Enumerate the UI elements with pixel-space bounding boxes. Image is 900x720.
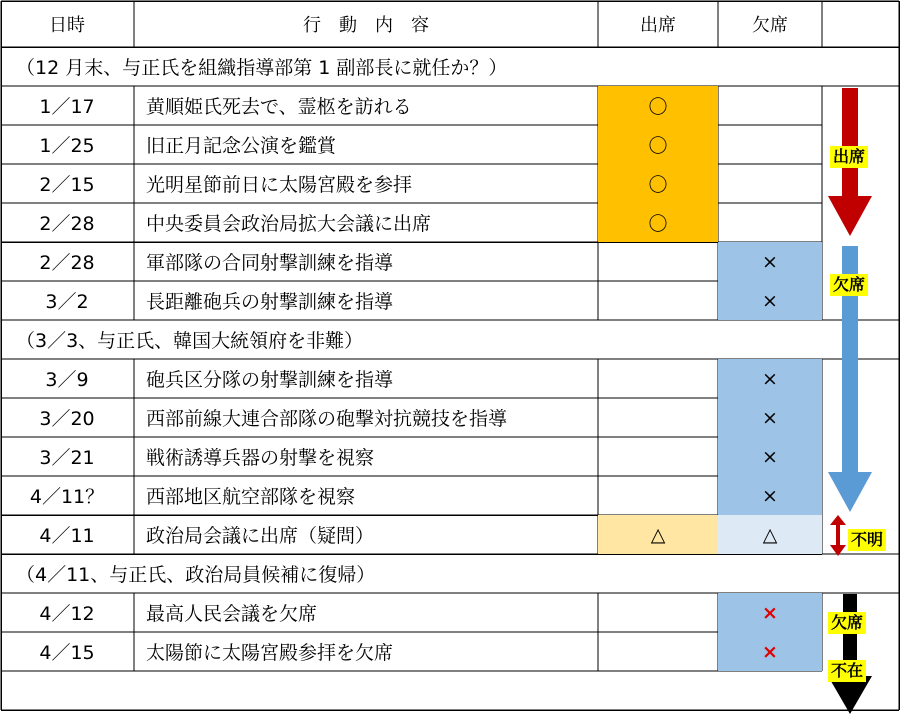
row-action: 旧正月記念公演を鑑賞 [146,135,337,157]
row-action: 光明星節前日に太陽宮殿を参拝 [146,174,413,196]
unclear-arrow [830,515,846,556]
row-date: 2／15 [39,174,95,196]
row-attend: 〇 [598,125,718,164]
notpresent-label: 不在 [828,660,866,682]
row-absent: × [718,632,822,671]
unclear-label: 不明 [848,529,886,551]
row-attend: 〇 [598,164,718,203]
row-date: 2／28 [39,213,95,235]
row-attend: 〇 [598,86,718,125]
row-action: 西部地区航空部隊を視察 [146,486,356,508]
note-row: （4／11、与正氏、政治局員候補に復帰） [16,564,376,586]
row-date: 3／21 [39,447,95,469]
row-attend: 〇 [598,203,718,242]
row-absent: × [718,476,822,515]
row-attend: △ [598,515,718,554]
row-absent: × [718,593,822,632]
note-row: （3／3、与正氏、韓国大統領府を非難） [16,330,364,352]
header-action: 行 動 内 容 [303,14,429,36]
row-absent: × [718,398,822,437]
row-date: 4／12 [39,603,95,625]
row-date: 3／9 [45,369,89,391]
row-date: 1／17 [39,96,95,118]
row-date: 4／11 [39,525,95,547]
attend-label: 出席 [830,146,868,168]
row-action: 西部前線大連合部隊の砲撃対抗競技を指導 [146,408,508,430]
note-row: （12 月末、与正氏を組織指導部第 1 副部長に就任か？） [16,57,508,79]
row-action: 中央委員会政治局拡大会議に出席 [146,213,432,235]
row-date: 4／11？ [29,486,105,508]
row-action: 最高人民会議を欠席 [146,603,318,625]
row-date: 3／20 [39,408,95,430]
absent2-label: 欠席 [828,612,866,634]
row-date: 1／25 [39,135,95,157]
row-action: 戦術誘導兵器の射撃を視察 [146,447,375,469]
row-absent: △ [718,515,822,554]
row-action: 政治局会議に出席（疑問） [146,525,375,547]
absent-label: 欠席 [830,274,868,296]
row-absent: × [718,281,822,320]
row-action: 太陽節に太陽宮殿参拝を欠席 [146,642,394,664]
row-action: 黄順姫氏死去で、霊柩を訪れる [146,96,412,118]
row-action: 軍部隊の合同射撃訓練を指導 [146,252,394,274]
row-action: 長距離砲兵の射撃訓練を指導 [146,291,394,313]
header-absent: 欠席 [752,14,788,36]
row-action: 砲兵区分隊の射撃訓練を指導 [146,369,394,391]
row-absent: × [718,242,822,281]
row-date: 3／2 [45,291,89,313]
row-absent: × [718,359,822,398]
row-date: 4／15 [39,642,95,664]
row-date: 2／28 [39,252,95,274]
header-date: 日時 [49,14,85,36]
header-attend: 出席 [640,14,676,36]
row-absent: × [718,437,822,476]
